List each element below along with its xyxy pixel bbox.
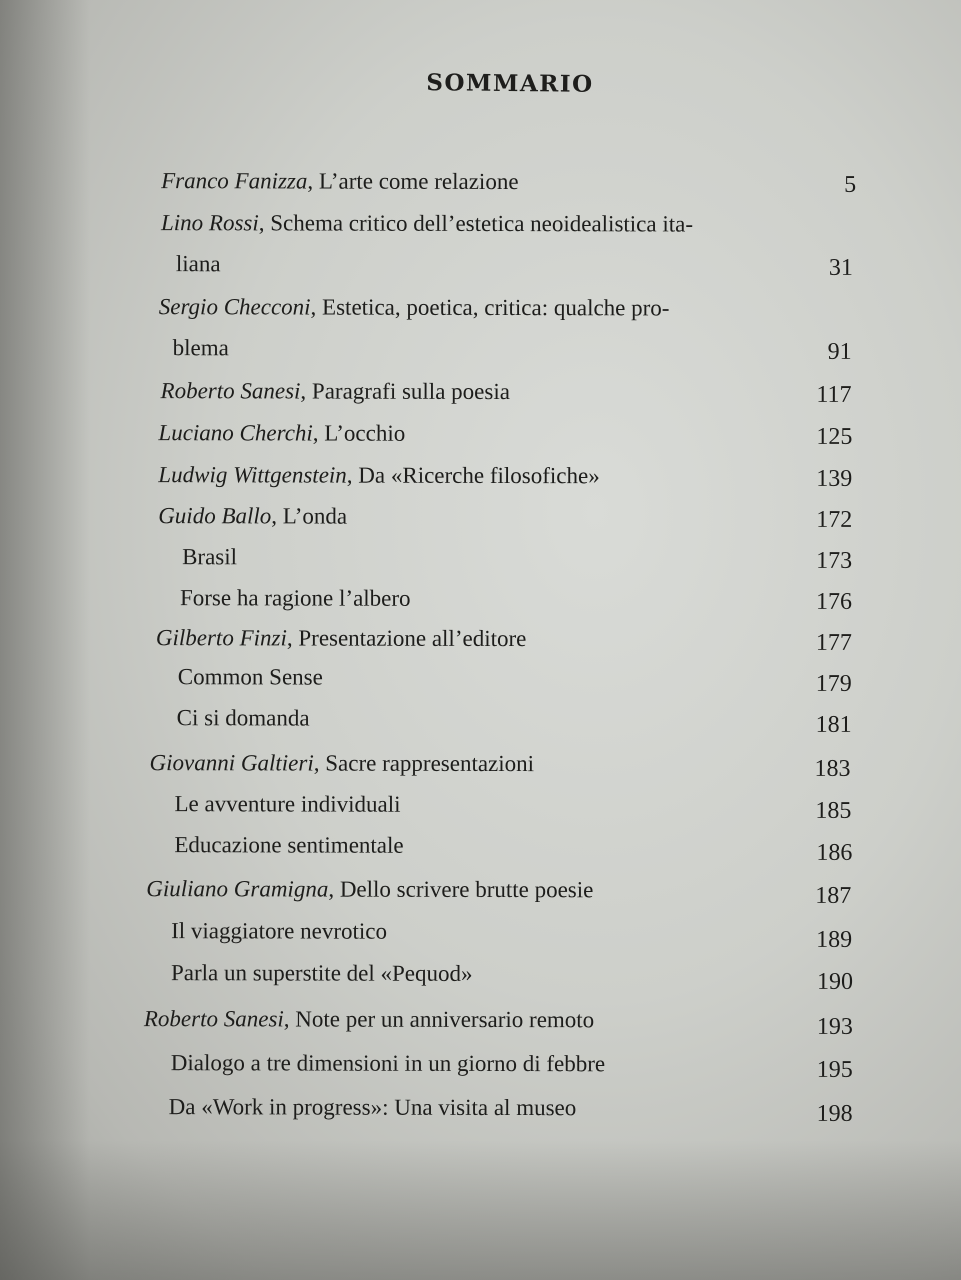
toc-page-number: 139 [816,465,853,492]
toc-title: Da «Ricerche filosofiche» [358,462,600,489]
toc-title: L’onda [282,503,348,529]
toc-title: Dello scrivere brutte poesie [339,876,594,903]
toc-page-number: 177 [815,629,852,656]
toc-entry [158,419,405,448]
toc-entry [159,293,670,322]
toc-entry [146,875,593,904]
toc-title: Paragrafi sulla poesia [311,378,510,405]
toc-page-number: 195 [816,1056,853,1083]
toc-separator: , [310,294,323,320]
toc-page-number: 187 [815,882,852,909]
toc-page-number: 183 [814,755,851,782]
toc-page-number: 5 [844,171,857,198]
toc-separator: , [300,378,312,404]
toc-author: Franco Fanizza [161,168,308,194]
toc-page-number: 117 [816,381,852,408]
toc-separator: , [258,210,271,236]
toc-separator: , [313,750,326,776]
toc-title: Da «Work in progress»: Una visita al museo [168,1094,577,1121]
toc-title: Brasil [182,544,238,570]
toc-page-number: 186 [816,839,853,866]
toc-separator: , [283,1006,296,1032]
toc-title: Estetica, poetica, critica: qualche pro- [322,294,670,321]
toc-title: L’occhio [324,420,406,446]
toc-entry [174,790,400,819]
toc-page-number: 91 [827,338,852,365]
toc-separator: , [346,462,359,488]
toc-page-number: 172 [816,506,853,533]
toc-title: Parla un superstite del «Pequod» [170,960,473,986]
toc-title: Sacre rappresentazioni [325,750,535,777]
toc-title: Presentazione all’editore [298,625,527,652]
toc-page-number: 173 [816,547,853,574]
toc-entry [144,1005,594,1034]
toc-entry [171,917,387,946]
toc-title: Educazione sentimentale [174,832,404,858]
toc-author: Giuliano Gramigna [146,876,329,902]
toc-author: Guido Ballo [158,503,272,529]
toc-author: Ludwig Wittgenstein [158,462,347,488]
toc-title-continuation: liana [175,251,221,277]
toc-author: Roberto Sanesi [143,1006,284,1032]
toc-entry [156,624,527,653]
toc-page-number: 125 [816,423,853,450]
toc-entry [150,749,535,778]
page-title: SOMMARIO [426,69,594,98]
toc-separator: , [328,876,340,902]
toc-title: Common Sense [177,664,323,690]
toc-page-number: 193 [816,1013,853,1040]
toc-separator: , [271,503,283,529]
toc-title: Ci si domanda [176,705,310,731]
toc-title: Le avventure individuali [174,791,401,817]
toc-author: Gilberto Finzi [155,625,287,651]
toc-page-number: 31 [828,254,853,281]
toc-title: Dialogo a tre dimensioni in un giorno di febbre [170,1050,606,1077]
toc-title: Note per un anniversario remoto [295,1006,595,1033]
toc-title: Il viaggiatore nevrotico [171,918,388,944]
toc-author: Sergio Checconi [158,294,311,320]
toc-entry [171,1049,605,1078]
toc-separator: , [286,625,299,651]
toc-entry [161,377,510,406]
toc-title: L’arte come relazione [318,168,519,195]
toc-author: Lino Rossi [160,210,259,236]
toc-author: Roberto Sanesi [160,378,301,404]
toc-entry [169,1093,577,1122]
toc-entry [174,831,403,860]
toc-entry [158,502,347,530]
toc-separator: , [307,168,319,194]
toc-entry [161,209,693,238]
toc-entry [158,461,599,490]
toc-page-number: 198 [816,1100,853,1127]
toc-entry [171,959,473,988]
toc-author: Giovanni Galtieri [149,750,314,776]
toc-author: Luciano Cherchi [158,420,313,446]
toc-page-number: 189 [816,926,853,953]
toc-entry [178,663,323,691]
toc-page-number: 181 [815,711,852,738]
toc-page-number: 176 [815,588,853,615]
toc-separator: , [312,420,325,446]
toc-title: Schema critico dell’estetica neoidealistica ita- [270,210,694,237]
toc-entry [161,167,519,196]
toc-title-continuation: blema [172,335,229,361]
toc-entry [180,584,411,613]
toc-page-number: 179 [815,670,852,697]
toc-page-number: 190 [816,968,854,995]
toc-entry [177,704,310,732]
toc-page-number: 185 [815,797,852,824]
toc-entry [182,543,237,571]
toc-title: Forse ha ragione l’albero [179,585,411,611]
